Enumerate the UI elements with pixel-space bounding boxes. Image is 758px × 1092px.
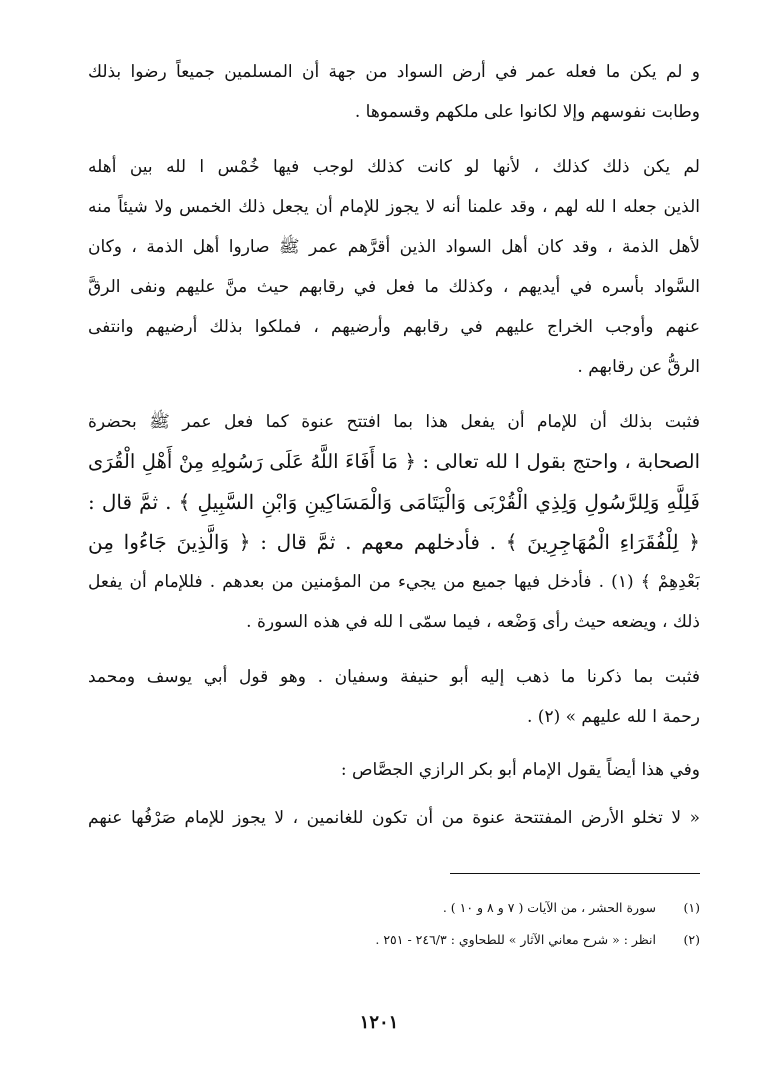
footnote-1 <box>88 899 700 917</box>
paragraph-2 <box>88 147 700 387</box>
footnote-number: (٢) <box>683 932 700 947</box>
text-line: ذلك ، ويضعه حيث رأى وَضْعه ، فيما سمّى ا لله في هذه السورة . <box>246 612 700 632</box>
footnote-text: سورة الحشر ، من الآيات ( ٧ و ٨ و ١٠ ) . <box>442 900 657 915</box>
text-line: الذين جعله ا لله لهم ، وقد علمنا أنه لا يجوز للإمام أن يجعل ذلك الخمس ولا شيئاً منه <box>88 197 700 217</box>
text-line: وفي هذا أيضاً يقول الإمام أبو بكر الرازي الجصَّاص : <box>340 760 700 780</box>
text-line: رحمة ا لله عليهم » (٢) . <box>526 707 700 727</box>
paragraph-5 <box>88 750 700 790</box>
text-line-quran: ﴿ لِلْفُقَرَاءِ الْمُهَاجِرِينَ ﴾ . فأدخلهم معهم . ثمَّ قال : ﴿ وَالَّذِينَ جَاءُوا مِن <box>88 530 700 554</box>
footnote-number: (١) <box>683 900 700 915</box>
text-line-quran: فَلِلَّهِ وَلِلرَّسُولِ وَلِذِي الْقُرْبَى وَالْيَتَامَى وَالْمَسَاكِينِ وَابْنِ السَّبِيلِ ﴾ . ثمَّ قال : <box>88 490 700 514</box>
text-line: لم يكن ذلك كذلك ، لأنها لو كانت كذلك لوجب فيها خُمْس ا لله بين أهله <box>88 157 700 177</box>
text-line: فثبت بذلك أن للإمام أن يفعل هذا بما افتتح عنوة كما فعل عمر ﷺ بحضرة <box>88 412 700 432</box>
text-line: الرقُّ عن رقابهم . <box>577 357 700 377</box>
footnote-text: انظر : « شرح معاني الآثار » للطحاوي : ٢٤٦/٣ - ٢٥١ . <box>375 932 657 947</box>
page-number: ١٢٠١ <box>359 1012 399 1033</box>
text-line-quran: الصحابة ، واحتج بقول ا لله تعالى : ﴿ مَا أَفَاءَ اللَّهُ عَلَى رَسُولِهِ مِنْ أَهْلِ الْقُرَى <box>88 450 700 473</box>
paragraph-3 <box>88 402 700 642</box>
paragraph-1 <box>88 52 700 132</box>
text-line: « لا تخلو الأرض المفتتحة عنوة من أن تكون للغانمين ، لا يجوز للإمام صَرْفُها عنهم <box>88 808 700 828</box>
footnote-2 <box>88 931 700 949</box>
text-line: و لم يكن ما فعله عمر في أرض السواد من جهة أن المسلمين جميعاً رضوا بذلك <box>88 62 700 82</box>
text-line: السَّواد بأسره في أيديهم ، وكذلك ما فعل في رقابهم حيث منَّ عليهم ونفى الرقَّ <box>88 277 700 297</box>
text-line: بَعْدِهِمْ ﴾ (١) . فأدخل فيها جميع من يجيء من المؤمنين من بعدهم . فللإمام أن يفعل <box>88 572 700 592</box>
text-line: فثبت بما ذكرنا ما ذهب إليه أبو حنيفة وسفيان . وهو قول أبي يوسف ومحمد <box>88 667 700 687</box>
paragraph-4 <box>88 657 700 737</box>
footnote-separator <box>450 873 700 874</box>
paragraph-6 <box>88 798 700 838</box>
text-line: لأهل الذمة ، وقد كان أهل السواد الذين أقرَّهم عمر ﷺ صاروا أهل الذمة ، وكان <box>88 237 700 257</box>
text-line: وطابت نفوسهم وإلا لكانوا على ملكهم وقسموها . <box>354 102 700 122</box>
text-line: عنهم وأوجب الخراج عليهم في رقابهم وأرضيهم ، فملكوا بذلك أرضيهم وانتفى <box>88 317 700 337</box>
